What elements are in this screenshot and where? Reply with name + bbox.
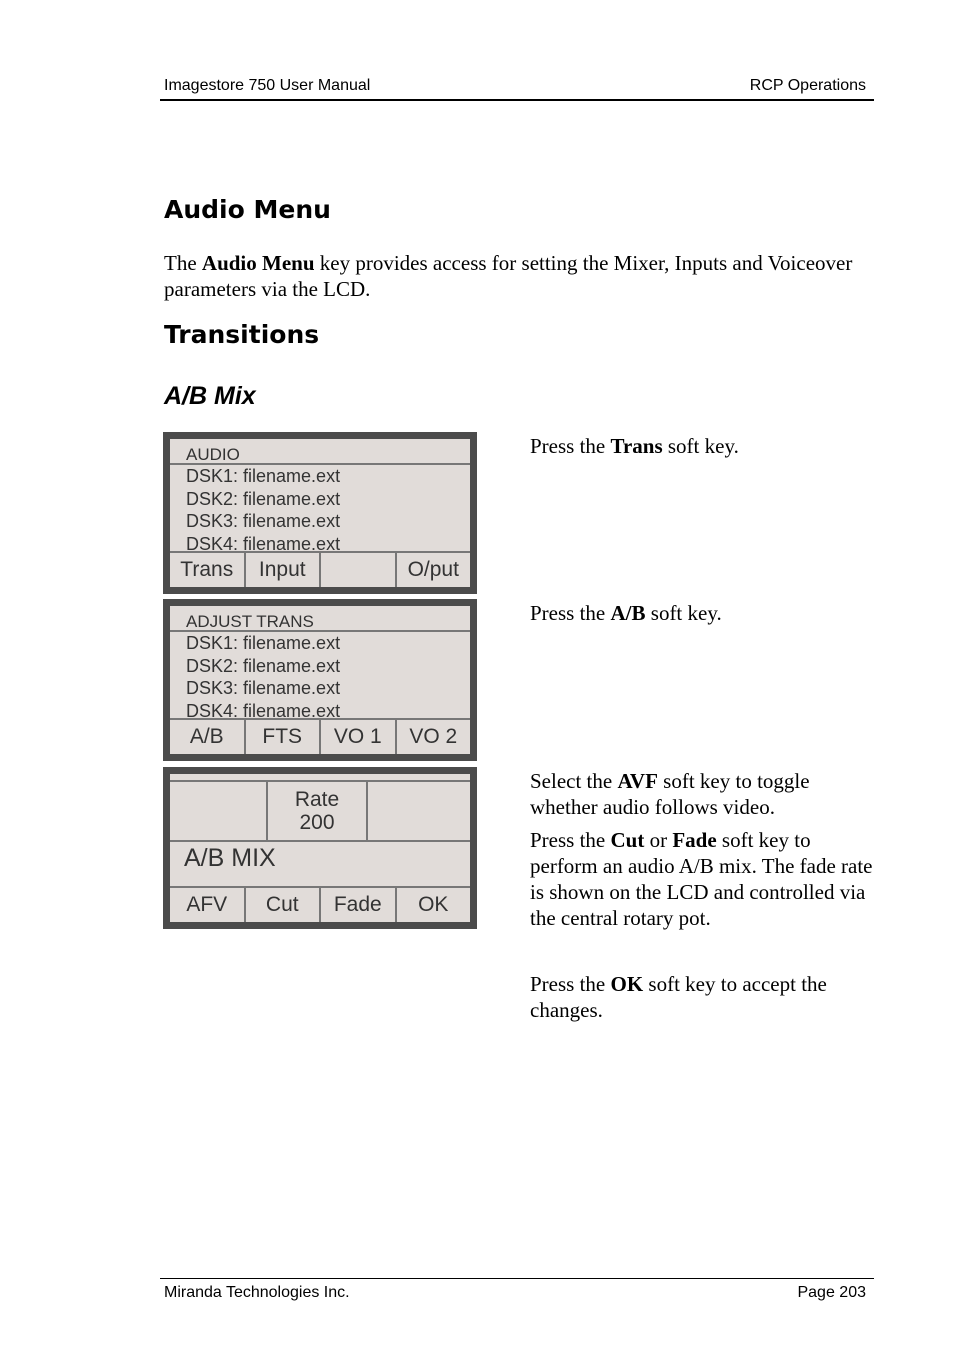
- lcd-title: ADJUST TRANS: [170, 612, 470, 632]
- soft-key-blank[interactable]: [321, 553, 397, 587]
- lcd-screen-adjust-trans: [163, 599, 477, 761]
- subheading-ab-mix: A/B Mix: [164, 382, 256, 410]
- step-press-ok: Press the OK soft key to accept the changes.: [530, 972, 827, 1022]
- step-select-avf: Select the AVF soft key to toggle whether audio follows video.: [530, 769, 810, 819]
- footer-company: Miranda Technologies Inc.: [164, 1284, 350, 1301]
- lcd-line: DSK4: filename.ext: [186, 700, 341, 721]
- lcd-line: DSK2: filename.ext: [186, 488, 341, 509]
- soft-key-ok[interactable]: OK: [418, 893, 449, 916]
- header-section-title: RCP Operations: [749, 77, 866, 94]
- lcd-line: DSK3: filename.ext: [186, 511, 341, 531]
- soft-key-trans[interactable]: Trans: [170, 553, 246, 587]
- page-header: [160, 77, 874, 101]
- footer-page-number: Page 203: [797, 1284, 866, 1301]
- rate-label: Rate: [294, 788, 340, 811]
- soft-key-fade[interactable]: Fade: [321, 888, 397, 922]
- soft-key-input[interactable]: Input: [246, 553, 322, 587]
- step-press-trans: Press the Trans soft key.: [530, 434, 739, 458]
- soft-key-cut[interactable]: Cut: [246, 888, 322, 922]
- step-press-ab: Press the A/B soft key.: [530, 601, 722, 625]
- lcd-line: DSK2: filename.ext: [186, 655, 341, 676]
- rate-value: 200: [299, 811, 335, 834]
- step-cut-fade: Press the Cut or Fade soft key to perform an audio A/B mix. The fade rate is shown on the LCD and controlled via the central rotary pot.: [530, 828, 873, 930]
- lcd-title: AUDIO: [170, 445, 470, 465]
- lcd-line: DSK1: filename.ext: [186, 633, 341, 653]
- lcd-line: DSK4: filename.ext: [186, 533, 341, 554]
- soft-key-afv[interactable]: AFV: [170, 888, 246, 922]
- lcd-screen-ab-mix: [163, 767, 477, 929]
- soft-key-bar: [170, 886, 470, 922]
- heading-transitions: Transitions: [164, 320, 320, 349]
- soft-key-fts[interactable]: FTS: [246, 720, 322, 754]
- soft-key-output[interactable]: O/put: [407, 558, 459, 581]
- header-manual-title: Imagestore 750 User Manual: [164, 77, 371, 94]
- soft-key-bar: [170, 551, 470, 587]
- audio-menu-paragraph: The Audio Menu key provides access for setting the Mixer, Inputs and Voiceover parameters via the LCD.: [164, 251, 853, 301]
- soft-key-vo1[interactable]: VO 1: [321, 720, 397, 754]
- lcd-line: DSK1: filename.ext: [186, 466, 341, 486]
- lcd-screen-audio: [163, 432, 477, 594]
- soft-key-ab[interactable]: A/B: [170, 720, 246, 754]
- heading-audio-menu: Audio Menu: [164, 195, 331, 224]
- rate-field: [266, 782, 368, 840]
- soft-key-bar: [170, 718, 470, 754]
- soft-key-vo2[interactable]: VO 2: [409, 725, 458, 748]
- lcd-param-row: [170, 780, 470, 842]
- page-footer: [160, 1278, 874, 1301]
- lcd-mode-label: A/B MIX: [184, 844, 276, 872]
- lcd-line: DSK3: filename.ext: [186, 678, 341, 698]
